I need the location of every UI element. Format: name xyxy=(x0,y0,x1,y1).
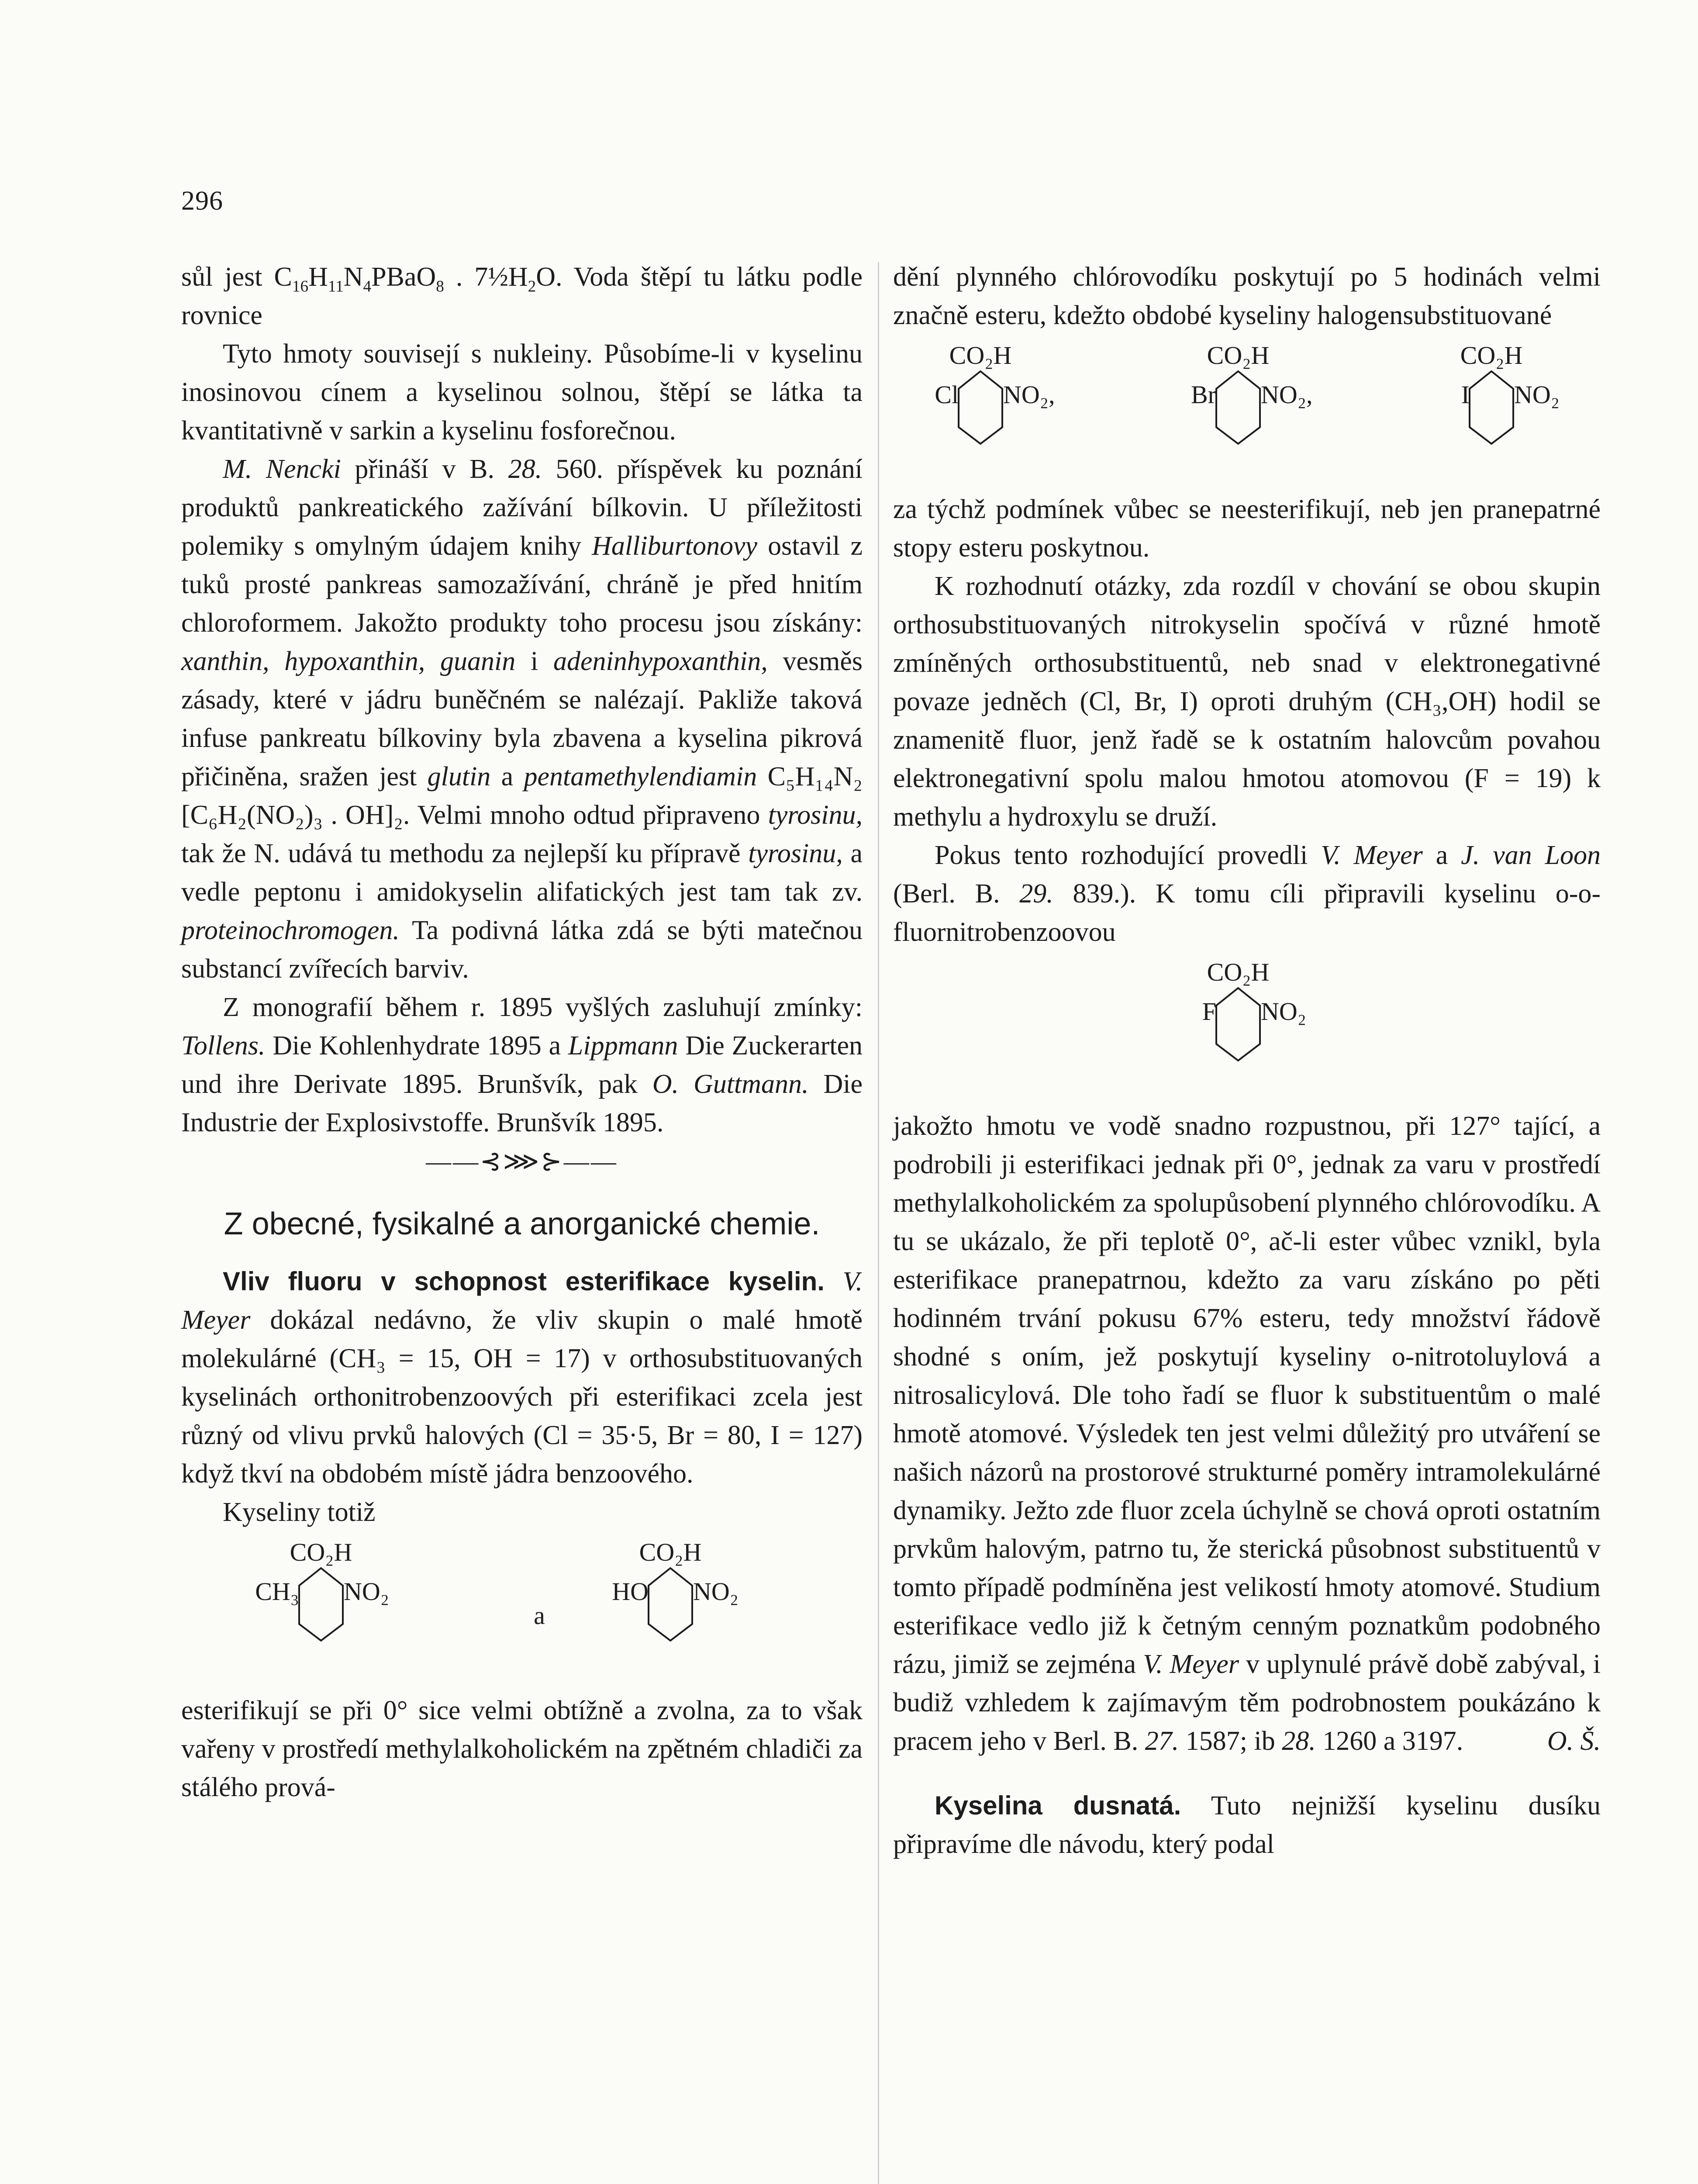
formula-label: NO₂ xyxy=(1261,997,1306,1026)
benzene-ring xyxy=(299,1568,343,1641)
chemical-formulas xyxy=(181,1537,863,1685)
formula-label: I xyxy=(1461,380,1470,409)
formula-label: NO₂, xyxy=(1003,380,1055,409)
formula-label: CO₂H xyxy=(1207,341,1270,370)
formula-label: CO₂H xyxy=(1207,958,1270,986)
benzene-ring xyxy=(649,1568,692,1641)
paragraph: esterifikují se při 0° sice velmi obtížně a zvolna, za to však vařeny v prostředí methylalkoholickém na zpětném chladiči za stálého prová- xyxy=(181,1696,863,1802)
formula-svg xyxy=(181,1537,863,1685)
author-signature: O. Š. xyxy=(1547,1726,1601,1756)
paragraph: M. Nencki přináší v B. 28. 560. příspěvek ku poznání produktů pankreatického zažívání bílkovin. U příležitosti polemiky s omylným údajem knihy Halliburtonovy ostavil z tuků prosté pankreas samozažívání, chráně je před hnitím chloroformem. Jakožto produkty toho procesu jsou získány: xanthin, hypoxanthin, guanin i adeninhypoxanthin, vesměs zásady, které v jádru buněčném se nalézají. Pakliže taková infuse pankreatu bílkoviny byla zbavena a kyselina pikrová přičiněna, sražen jest glutin a pentamethylendiamin C₅H₁₄N₂ [C₆H₂(NO₂)₃ . OH]₂. Velmi mnoho odtud připraveno tyrosinu, tak že N. udává tu methodu za nejlepší ku přípravě tyrosinu, a vedle peptonu i amidokyselin alifatických jest tam tak zv. proteinochromogen. Ta podivná látka zdá se býti matečnou substancí zvířecích barviv. xyxy=(181,454,863,984)
formula-label: NO₂ xyxy=(1514,380,1560,409)
paragraph: za týchž podmínek vůbec se neesterifikují, neb jen pranepatrné stopy esteru poskytnou. xyxy=(893,494,1601,563)
formula-label: NO₂, xyxy=(1261,380,1313,409)
chemical-formulas xyxy=(893,340,1601,484)
formula-svg xyxy=(893,957,1601,1101)
paragraph: Z monografií během r. 1895 vyšlých zasluhují zmínky: Tollens. Die Kohlenhydrate 1895 a Lippmann Die Zuckerarten und ihre Derivate 1895. Brunšvík, pak O. Guttmann. Die Industrie der Explosivstoffe. Brunšvík 1895. xyxy=(181,992,863,1137)
benzene-ring xyxy=(1216,371,1260,444)
formula-label: NO₂ xyxy=(693,1577,739,1606)
paragraph: Pokus tento rozhodující provedli V. Meyer a J. van Loon (Berl. B. 29. 839.). K tomu cíli připravili kyselinu o-o-fluornitrobenzoovou xyxy=(893,840,1601,947)
paragraph: jakožto hmotu ve vodě snadno rozpustnou, při 127° tající, a podrobili ji esterifikaci jednak při 0°, jednak za varu v prostředí methylalkoholickém za spolupůsobení plynného chlórovodíku. A tu se ukázalo, že při teplotě 0°, ač-li ester vůbec vznikl, byla esterifikace pranepatrnou, kdežto za varu získáno po pěti hodinném trvání pokusu 67% esteru, tedy množství řádově shodné s oním, jež poskytují kyseliny o-nitrotoluylová a nitrosalicylová. Dle toho řadí se fluor k substituentům o malé hmotě atomové. Výsledek ten jest velmi důležitý pro utváření se našich názorů na prostorové strukturné poměry intramolekulárné dynamiky. Ježto zde fluor zcela úchylně se chová oproti ostatním prvkům halovým, patrno tu, že sterická působnost substituentů v tomto případě podmíněna jest velikostí hmoty atomové. Studium esterifikace vedlo již k četným cenným poznatkům podobného rázu, jimiž se zejména V. Meyer v uplynulé právě době zabýval, i budiž vzhledem k zajímavým těm podrobnostem poukázáno k pracem jeho v Berl. B. 27. 1587; ib 28. 1260 a 3197. O. Š. xyxy=(893,1107,1601,1760)
formula-label: a xyxy=(534,1601,545,1630)
formula-label: NO₂ xyxy=(344,1577,389,1606)
formula-label: CO₂H xyxy=(949,341,1012,370)
formula-label: Br xyxy=(1191,380,1216,409)
column-divider xyxy=(878,262,879,2184)
formula-label: HO xyxy=(612,1577,649,1606)
formula-svg xyxy=(893,340,1601,484)
benzene-ring xyxy=(959,371,1002,444)
right-column xyxy=(893,258,1601,1863)
section-title: Z obecné, fysikalné a anorganické chemie. xyxy=(224,1206,820,1241)
paragraph: Kyselina dusnatá. Tuto nejnižší kyselinu dusíku připravíme dle návodu, který podal xyxy=(893,1791,1601,1859)
formula-label: CO₂H xyxy=(1460,341,1523,370)
paragraph: Kyseliny totiž xyxy=(223,1497,376,1527)
benzene-ring xyxy=(1216,988,1260,1061)
paragraph: K rozhodnutí otázky, zda rozdíl v chování se obou skupin orthosubstituovaných nitrokyselin spočívá v různé hmotě zmíněných orthosubstituentů, neb snad v elektronegativné povaze jedněch (Cl, Br, I) oproti druhým (CH₃,OH) hodil se znamenitě fluor, jenž řadě se k ostatním halovcům povahou elektronegativní spolu malou hmotou atomovou (F = 19) k methylu a hydroxylu se druží. xyxy=(893,571,1601,832)
paragraph: sůl jest $C_{16}H_{11}N_4PBaO_8$ . $7\frac{1}{2}H_2O$. Voda štěpí tu látku podle rovnice xyxy=(181,262,863,330)
formula-label: CO₂H xyxy=(290,1538,352,1566)
ornament-divider: ——⊰⋙⊱—— xyxy=(426,1147,618,1175)
paragraph: Tyto hmoty souvisejí s nukleiny. Působíme-li v kyselinu inosinovou cínem a kyselinou solnou, štěpí se látka ta kvantitativně v sarkin a kyselinu fosforečnou. xyxy=(181,339,863,446)
benzene-ring xyxy=(1470,371,1513,444)
left-column xyxy=(181,258,863,1807)
formula-label: F xyxy=(1202,997,1216,1026)
formula-label: Cl xyxy=(935,380,959,409)
paragraph: dění plynného chlórovodíku poskytují po 5 hodinách velmi značně esteru, kdežto obdobé kyseliny halogensubstituované xyxy=(893,262,1601,330)
formula-label: CO₂H xyxy=(639,1538,702,1566)
chemical-formula xyxy=(893,957,1601,1101)
paragraph: Vliv fluoru v schopnost esterifikace kyselin. V. Meyer dokázal nedávno, že vliv skupin o malé hmotě molekulárné (CH₃ = 15, OH = 17) v orthosubstituovaných kyselinách orthonitrobenzoových při esterifikaci zcela jest různý od vlivu prvků halových (Cl = 35·5, Br = 80, I = 127) když tkví na obdobém místě jádra benzoového. xyxy=(181,1267,863,1489)
page-number: 296 xyxy=(181,186,223,216)
formula-label: CH₃ xyxy=(255,1577,299,1606)
